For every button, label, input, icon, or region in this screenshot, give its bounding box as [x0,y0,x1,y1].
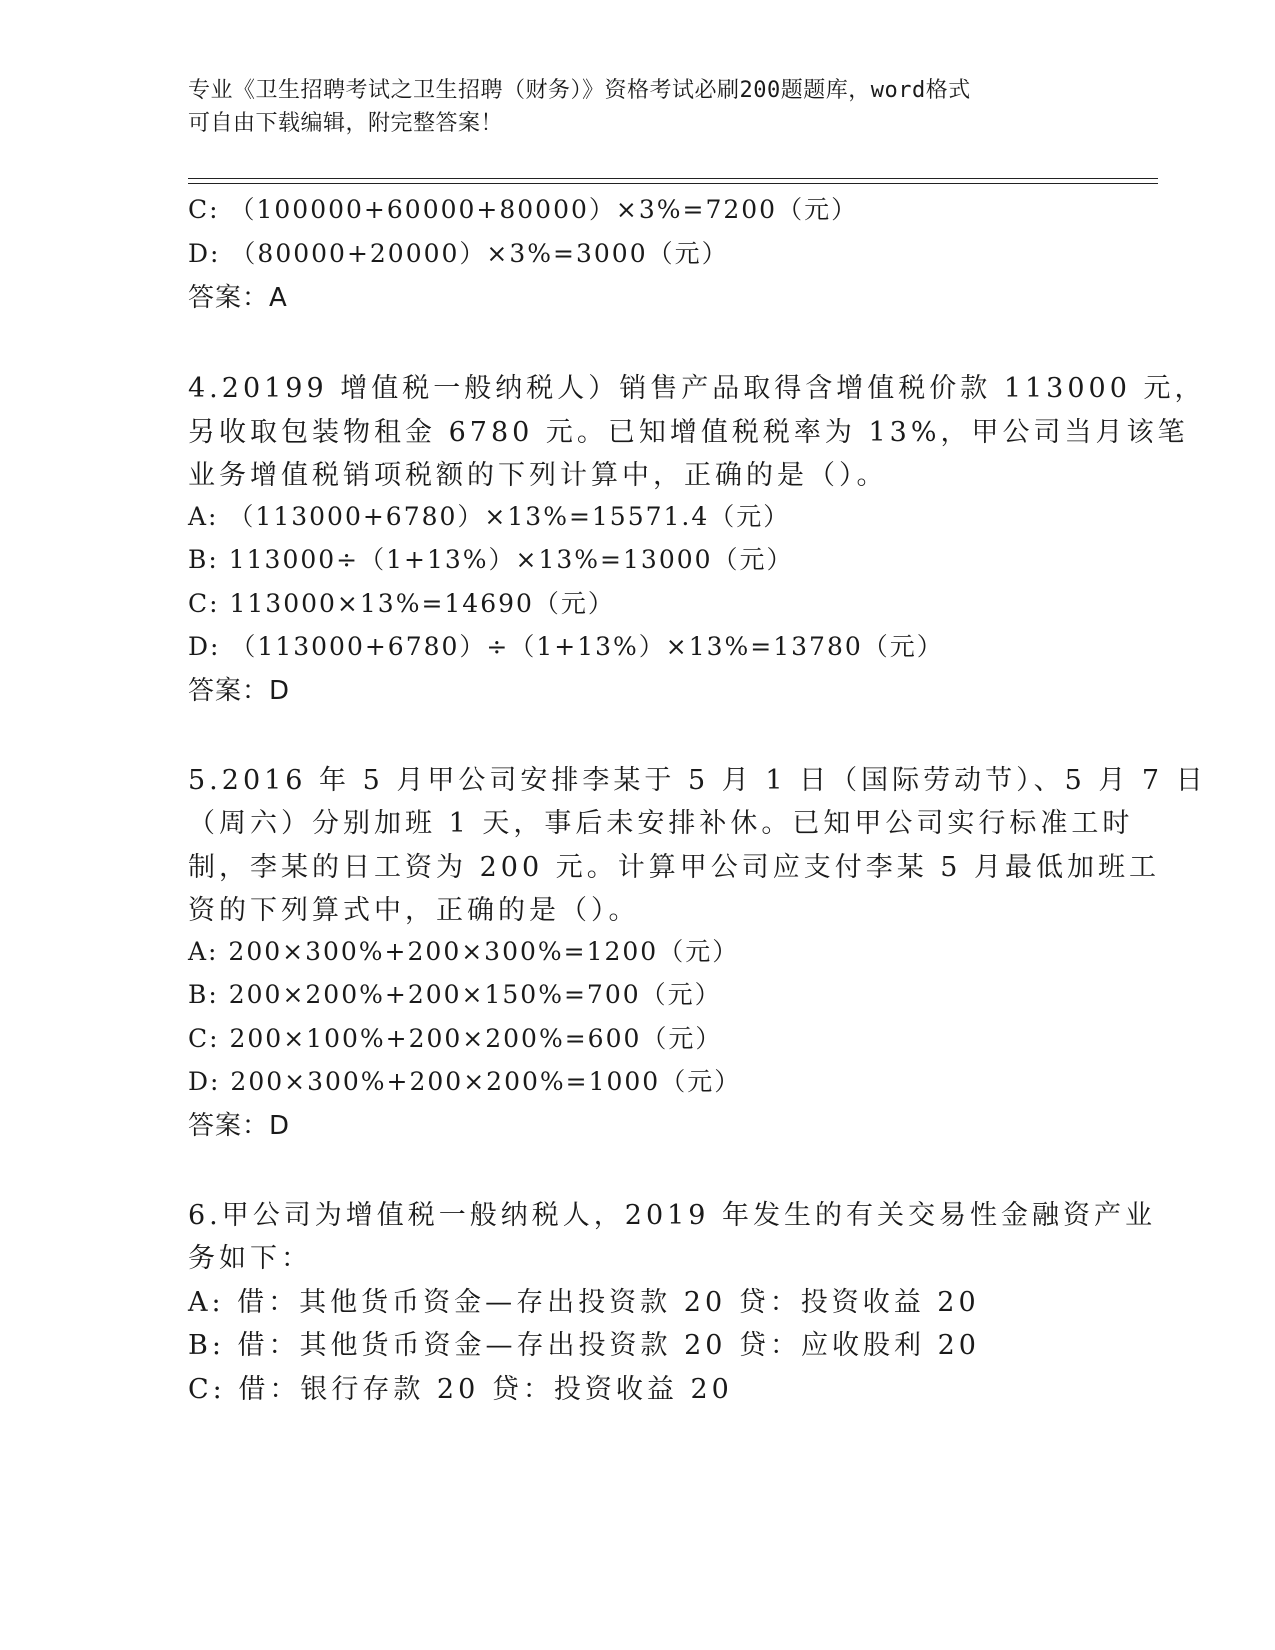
question-5-option-c: C: 200×100%+200×200%=600（元） [188,1024,723,1053]
header-divider-bottom [188,183,1158,184]
question-5-stem-line-4: 资的下列算式中，正确的是（）。 [188,895,640,926]
header-divider-top [188,178,1158,179]
question-4-option-a: A: （113000+6780）×13%=15571.4（元） [188,502,791,531]
header-line-2: 可自由下载编辑，附完整答案！ [188,111,504,136]
question-5-stem-line-1: 5.2016 年 5 月甲公司安排李某于 5 月 1 日（国际劳动节）、5 月 7 日 [188,765,1207,796]
question-6-stem-line-2: 务如下： [188,1243,312,1274]
question-4-option-c: C: 113000×13%=14690（元） [188,589,615,618]
question-5-option-d: D: 200×300%+200×200%=1000（元） [188,1067,742,1096]
question-4-stem-line-2: 另收取包装物租金 6780 元。已知增值税税率为 13%，甲公司当月该笔 [188,417,1189,448]
question-6-stem-line-1: 6.甲公司为增值税一般纳税人，2019 年发生的有关交易性金融资产业 [188,1200,1157,1231]
question-4-option-d: D: （113000+6780）÷（1+13%）×13%=13780（元） [188,632,944,661]
question-5-option-b: B: 200×200%+200×150%=700（元） [188,980,722,1009]
question-6-option-b: B: 借：其他货币资金—存出投资款 20 贷：应收股利 20 [188,1330,980,1361]
question-5-option-a: A: 200×300%+200×300%=1200（元） [188,937,740,966]
question-5-stem-line-2: （周六）分别加班 1 天，事后未安排补休。已知甲公司实行标准工时 [188,808,1134,839]
question-5-answer: 答案：D [188,1111,291,1141]
prev-question-option-c: C: （100000+60000+80000）×3%=7200（元） [188,195,859,224]
question-4-stem-line-3: 业务增值税销项税额的下列计算中，正确的是（）。 [188,460,888,491]
prev-question-option-d: D: （80000+20000）×3%=3000（元） [188,239,729,268]
question-4-answer: 答案：D [188,676,291,706]
question-5-stem-line-3: 制，李某的日工资为 200 元。计算甲公司应支付李某 5 月最低加班工 [188,852,1161,883]
document-header [188,74,1068,140]
question-6-option-a: A: 借：其他货币资金—存出投资款 20 贷：投资收益 20 [188,1287,980,1318]
question-4-option-b: B: 113000÷（1+13%）×13%=13000（元） [188,545,794,574]
question-6-option-c: C: 借：银行存款 20 贷：投资收益 20 [188,1374,733,1405]
header-line-1: 专业《卫生招聘考试之卫生招聘（财务）》资格考试必刷200题题库，word格式 [188,78,971,103]
prev-question-answer: 答案：A [188,283,288,313]
question-4-stem-line-1: 4.20199 增值税一般纳税人）销售产品取得含增值税价款 113000 元， [188,373,1206,404]
